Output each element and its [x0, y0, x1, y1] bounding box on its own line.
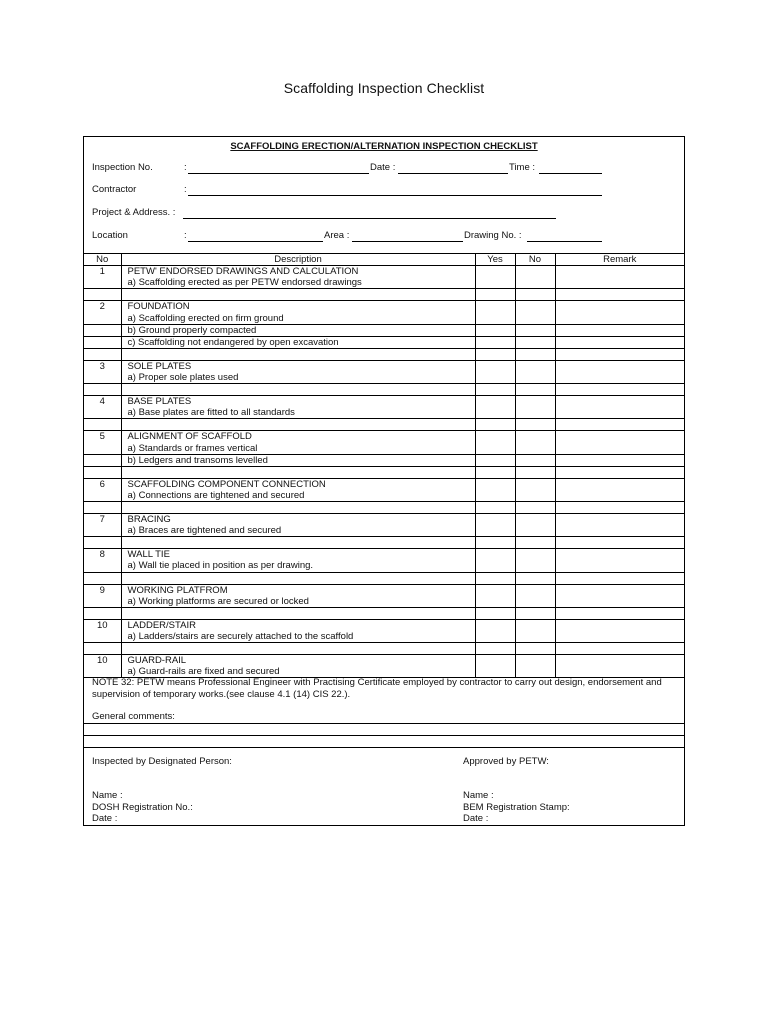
- section-title: LADDER/STAIR: [121, 619, 475, 631]
- checklist-item: c) Scaffolding not endangered by open excavation: [121, 336, 475, 348]
- remark-cell[interactable]: [555, 443, 684, 455]
- no-checkbox-cell[interactable]: [515, 336, 555, 348]
- checklist-item: b) Ground properly compacted: [121, 324, 475, 336]
- section-title: SCAFFOLDING COMPONENT CONNECTION: [121, 478, 475, 490]
- yes-checkbox-cell: [475, 537, 515, 549]
- approver-name-label: Name :: [463, 790, 494, 801]
- no-checkbox-cell[interactable]: [515, 631, 555, 643]
- header-no-answer: No: [515, 254, 555, 266]
- row-number: 3: [84, 360, 121, 372]
- header-remark: Remark: [555, 254, 684, 266]
- row-number: 5: [84, 431, 121, 443]
- checklist-item: a) Working platforms are secured or locked: [121, 596, 475, 608]
- remark-cell: [555, 289, 684, 301]
- yes-checkbox-cell[interactable]: [475, 336, 515, 348]
- table-row: [84, 501, 684, 513]
- table-row: [84, 560, 684, 572]
- header-description: Description: [121, 254, 475, 266]
- table-row: [84, 490, 684, 502]
- header-no: No: [84, 254, 121, 266]
- yes-checkbox-cell: [475, 584, 515, 596]
- table-header-row: [84, 254, 684, 266]
- row-number: [84, 384, 121, 396]
- header-yes: Yes: [475, 254, 515, 266]
- remark-cell: [555, 643, 684, 655]
- no-checkbox-cell: [515, 289, 555, 301]
- no-checkbox-cell: [515, 514, 555, 526]
- yes-checkbox-cell[interactable]: [475, 596, 515, 608]
- table-row: [84, 572, 684, 584]
- no-checkbox-cell: [515, 655, 555, 667]
- remark-cell[interactable]: [555, 490, 684, 502]
- remark-cell[interactable]: [555, 312, 684, 324]
- remark-cell: [555, 466, 684, 478]
- remark-cell: [555, 384, 684, 396]
- no-checkbox-cell: [515, 301, 555, 313]
- section-title: WORKING PLATFROM: [121, 584, 475, 596]
- no-checkbox-cell: [515, 348, 555, 360]
- blank-cell: [121, 348, 475, 360]
- row-number: [84, 607, 121, 619]
- table-row: [84, 596, 684, 608]
- table-row: [84, 443, 684, 455]
- yes-checkbox-cell: [475, 619, 515, 631]
- table-row: [84, 277, 684, 289]
- table-row: [84, 336, 684, 348]
- remark-cell: [555, 478, 684, 490]
- row-number: 10: [84, 619, 121, 631]
- row-number: [84, 324, 121, 336]
- remark-cell: [555, 584, 684, 596]
- remark-cell[interactable]: [555, 372, 684, 384]
- table-row: [84, 643, 684, 655]
- checklist-item: a) Proper sole plates used: [121, 372, 475, 384]
- yes-checkbox-cell: [475, 431, 515, 443]
- row-number: [84, 466, 121, 478]
- colon: :: [184, 184, 187, 195]
- checklist-item: a) Scaffolding erected as per PETW endorsed drawings: [121, 277, 475, 289]
- remark-cell: [555, 301, 684, 313]
- yes-checkbox-cell: [475, 514, 515, 526]
- colon: :: [184, 230, 187, 241]
- row-number: [84, 443, 121, 455]
- row-number: [84, 596, 121, 608]
- table-row: [84, 549, 684, 561]
- remark-cell: [555, 655, 684, 667]
- no-checkbox-cell: [515, 466, 555, 478]
- remark-cell: [555, 514, 684, 526]
- checklist-form: [83, 136, 685, 826]
- no-checkbox-cell: [515, 584, 555, 596]
- section-title: BASE PLATES: [121, 396, 475, 408]
- no-checkbox-cell[interactable]: [515, 525, 555, 537]
- table-row: [84, 324, 684, 336]
- section-title: PETW' ENDORSED DRAWINGS AND CALCULATION: [121, 266, 475, 278]
- contractor-label: Contractor: [92, 184, 137, 195]
- row-number: [84, 643, 121, 655]
- no-checkbox-cell: [515, 572, 555, 584]
- yes-checkbox-cell: [475, 396, 515, 408]
- yes-checkbox-cell: [475, 384, 515, 396]
- row-number: [84, 560, 121, 572]
- row-number: [84, 419, 121, 431]
- yes-checkbox-cell: [475, 348, 515, 360]
- row-number: [84, 572, 121, 584]
- yes-checkbox-cell: [475, 643, 515, 655]
- section-title: WALL TIE: [121, 549, 475, 561]
- blank-cell: [121, 643, 475, 655]
- yes-checkbox-cell: [475, 607, 515, 619]
- row-number: 4: [84, 396, 121, 408]
- remark-cell: [555, 619, 684, 631]
- row-number: [84, 336, 121, 348]
- row-number: [84, 454, 121, 466]
- row-number: 1: [84, 266, 121, 278]
- table-row: [84, 466, 684, 478]
- section-title: FOUNDATION: [121, 301, 475, 313]
- project-address-label: Project & Address. :: [92, 207, 176, 218]
- blank-cell: [121, 419, 475, 431]
- row-number: [84, 631, 121, 643]
- no-checkbox-cell: [515, 619, 555, 631]
- yes-checkbox-cell: [475, 266, 515, 278]
- no-checkbox-cell: [515, 478, 555, 490]
- no-checkbox-cell[interactable]: [515, 312, 555, 324]
- remark-cell[interactable]: [555, 560, 684, 572]
- remark-cell: [555, 266, 684, 278]
- no-checkbox-cell[interactable]: [515, 324, 555, 336]
- comments-line[interactable]: [84, 723, 684, 724]
- drawing-no-field[interactable]: [527, 241, 602, 242]
- no-checkbox-cell: [515, 501, 555, 513]
- dosh-registration-label: DOSH Registration No.:: [92, 802, 193, 813]
- inspection-no-field[interactable]: [188, 173, 369, 174]
- remark-cell: [555, 419, 684, 431]
- row-number: 6: [84, 478, 121, 490]
- remark-cell: [555, 348, 684, 360]
- row-number: [84, 501, 121, 513]
- general-comments-label: General comments:: [92, 711, 175, 722]
- remark-cell: [555, 572, 684, 584]
- date-label: Date :: [370, 162, 396, 173]
- no-checkbox-cell[interactable]: [515, 560, 555, 572]
- yes-checkbox-cell: [475, 478, 515, 490]
- row-number: [84, 289, 121, 301]
- yes-checkbox-cell: [475, 501, 515, 513]
- no-checkbox-cell[interactable]: [515, 454, 555, 466]
- checklist-item: a) Base plates are fitted to all standards: [121, 407, 475, 419]
- row-number: [84, 490, 121, 502]
- remark-cell: [555, 537, 684, 549]
- no-checkbox-cell: [515, 384, 555, 396]
- date-field[interactable]: [398, 173, 508, 174]
- yes-checkbox-cell: [475, 301, 515, 313]
- table-row: [84, 537, 684, 549]
- yes-checkbox-cell: [475, 360, 515, 372]
- divider: [84, 747, 684, 748]
- blank-cell: [121, 289, 475, 301]
- checklist-table: [84, 253, 684, 678]
- table-row: [84, 384, 684, 396]
- remark-cell[interactable]: [555, 277, 684, 289]
- row-number: [84, 312, 121, 324]
- blank-cell: [121, 466, 475, 478]
- location-field[interactable]: [188, 241, 323, 242]
- blank-cell: [121, 537, 475, 549]
- yes-checkbox-cell[interactable]: [475, 372, 515, 384]
- checklist-item: a) Ladders/stairs are securely attached to the scaffold: [121, 631, 475, 643]
- no-checkbox-cell: [515, 360, 555, 372]
- table-row: [84, 655, 684, 667]
- section-title: SOLE PLATES: [121, 360, 475, 372]
- no-checkbox-cell[interactable]: [515, 407, 555, 419]
- form-heading: SCAFFOLDING ERECTION/ALTERNATION INSPECTION CHECKLIST: [230, 141, 538, 152]
- row-number: 9: [84, 584, 121, 596]
- table-row: [84, 514, 684, 526]
- comments-line[interactable]: [84, 735, 684, 736]
- yes-checkbox-cell[interactable]: [475, 454, 515, 466]
- blank-cell: [121, 572, 475, 584]
- no-checkbox-cell: [515, 537, 555, 549]
- table-row: [84, 266, 684, 278]
- table-row: [84, 396, 684, 408]
- remark-cell[interactable]: [555, 596, 684, 608]
- area-field[interactable]: [352, 241, 463, 242]
- table-row: [84, 289, 684, 301]
- no-checkbox-cell[interactable]: [515, 372, 555, 384]
- yes-checkbox-cell[interactable]: [475, 631, 515, 643]
- time-label: Time :: [509, 162, 536, 173]
- checklist-item: a) Braces are tightened and secured: [121, 525, 475, 537]
- row-number: 10: [84, 655, 121, 667]
- remark-cell[interactable]: [555, 336, 684, 348]
- colon: :: [184, 162, 187, 173]
- checklist-item: a) Wall tie placed in position as per drawing.: [121, 560, 475, 572]
- checklist-item: a) Guard-rails are fixed and secured: [121, 666, 475, 678]
- inspector-name-label: Name :: [92, 790, 123, 801]
- yes-checkbox-cell: [475, 289, 515, 301]
- page-title: Scaffolding Inspection Checklist: [283, 80, 485, 96]
- yes-checkbox-cell[interactable]: [475, 525, 515, 537]
- no-checkbox-cell: [515, 607, 555, 619]
- no-checkbox-cell: [515, 396, 555, 408]
- area-label: Area :: [324, 230, 350, 241]
- time-field[interactable]: [539, 173, 602, 174]
- row-number: [84, 372, 121, 384]
- yes-checkbox-cell[interactable]: [475, 312, 515, 324]
- table-row: [84, 419, 684, 431]
- row-number: 8: [84, 549, 121, 561]
- remark-cell[interactable]: [555, 454, 684, 466]
- row-number: [84, 348, 121, 360]
- row-number: [84, 537, 121, 549]
- inspected-by-label: Inspected by Designated Person:: [92, 756, 232, 767]
- table-row: [84, 407, 684, 419]
- no-checkbox-cell[interactable]: [515, 443, 555, 455]
- blank-cell: [121, 607, 475, 619]
- table-row: [84, 525, 684, 537]
- table-row: [84, 584, 684, 596]
- yes-checkbox-cell[interactable]: [475, 560, 515, 572]
- note-text: NOTE 32: PETW means Professional Engineer with Practising Certificate employed by contractor to carry out design, endorsement and supervision of temporary works.(see clause 4.1 (14) CIS 22.).: [92, 677, 662, 700]
- location-label: Location: [92, 230, 128, 241]
- yes-checkbox-cell[interactable]: [475, 324, 515, 336]
- drawing-no-label: Drawing No. :: [464, 230, 522, 241]
- remark-cell: [555, 396, 684, 408]
- row-number: [84, 407, 121, 419]
- table-row: [84, 454, 684, 466]
- approved-by-label: Approved by PETW:: [463, 756, 549, 767]
- table-row: [84, 431, 684, 443]
- yes-checkbox-cell[interactable]: [475, 490, 515, 502]
- project-address-field[interactable]: [183, 218, 556, 219]
- remark-cell: [555, 431, 684, 443]
- no-checkbox-cell[interactable]: [515, 490, 555, 502]
- checklist-item: b) Ledgers and transoms levelled: [121, 454, 475, 466]
- section-title: ALIGNMENT OF SCAFFOLD: [121, 431, 475, 443]
- row-number: [84, 525, 121, 537]
- inspection-no-label: Inspection No.: [92, 162, 153, 173]
- table-row: [84, 478, 684, 490]
- yes-checkbox-cell: [475, 466, 515, 478]
- remark-cell: [555, 360, 684, 372]
- row-number: 7: [84, 514, 121, 526]
- table-row: [84, 372, 684, 384]
- no-checkbox-cell: [515, 419, 555, 431]
- yes-checkbox-cell[interactable]: [475, 277, 515, 289]
- row-number: [84, 277, 121, 289]
- remark-cell: [555, 607, 684, 619]
- bem-registration-label: BEM Registration Stamp:: [463, 802, 570, 813]
- table-row: [84, 619, 684, 631]
- checklist-item: a) Standards or frames vertical: [121, 443, 475, 455]
- checklist-item: a) Scaffolding erected on firm ground: [121, 312, 475, 324]
- yes-checkbox-cell[interactable]: [475, 407, 515, 419]
- yes-checkbox-cell: [475, 549, 515, 561]
- remark-cell[interactable]: [555, 324, 684, 336]
- table-row: [84, 360, 684, 372]
- no-checkbox-cell: [515, 549, 555, 561]
- contractor-field[interactable]: [188, 195, 602, 196]
- section-title: GUARD-RAIL: [121, 655, 475, 667]
- inspector-date-label: Date :: [92, 813, 118, 824]
- table-row: [84, 607, 684, 619]
- remark-cell: [555, 549, 684, 561]
- approver-date-label: Date :: [463, 813, 489, 824]
- row-number: 2: [84, 301, 121, 313]
- remark-cell[interactable]: [555, 631, 684, 643]
- checklist-item: a) Connections are tightened and secured: [121, 490, 475, 502]
- blank-cell: [121, 501, 475, 513]
- yes-checkbox-cell[interactable]: [475, 443, 515, 455]
- table-row: [84, 631, 684, 643]
- remark-cell[interactable]: [555, 407, 684, 419]
- yes-checkbox-cell: [475, 655, 515, 667]
- no-checkbox-cell: [515, 266, 555, 278]
- checklist-body: [84, 266, 684, 678]
- no-checkbox-cell: [515, 431, 555, 443]
- yes-checkbox-cell: [475, 419, 515, 431]
- table-row: [84, 348, 684, 360]
- blank-cell: [121, 384, 475, 396]
- remark-cell[interactable]: [555, 525, 684, 537]
- table-row: [84, 312, 684, 324]
- no-checkbox-cell[interactable]: [515, 277, 555, 289]
- no-checkbox-cell[interactable]: [515, 596, 555, 608]
- remark-cell: [555, 501, 684, 513]
- no-checkbox-cell: [515, 643, 555, 655]
- section-title: BRACING: [121, 514, 475, 526]
- yes-checkbox-cell: [475, 572, 515, 584]
- table-row: [84, 301, 684, 313]
